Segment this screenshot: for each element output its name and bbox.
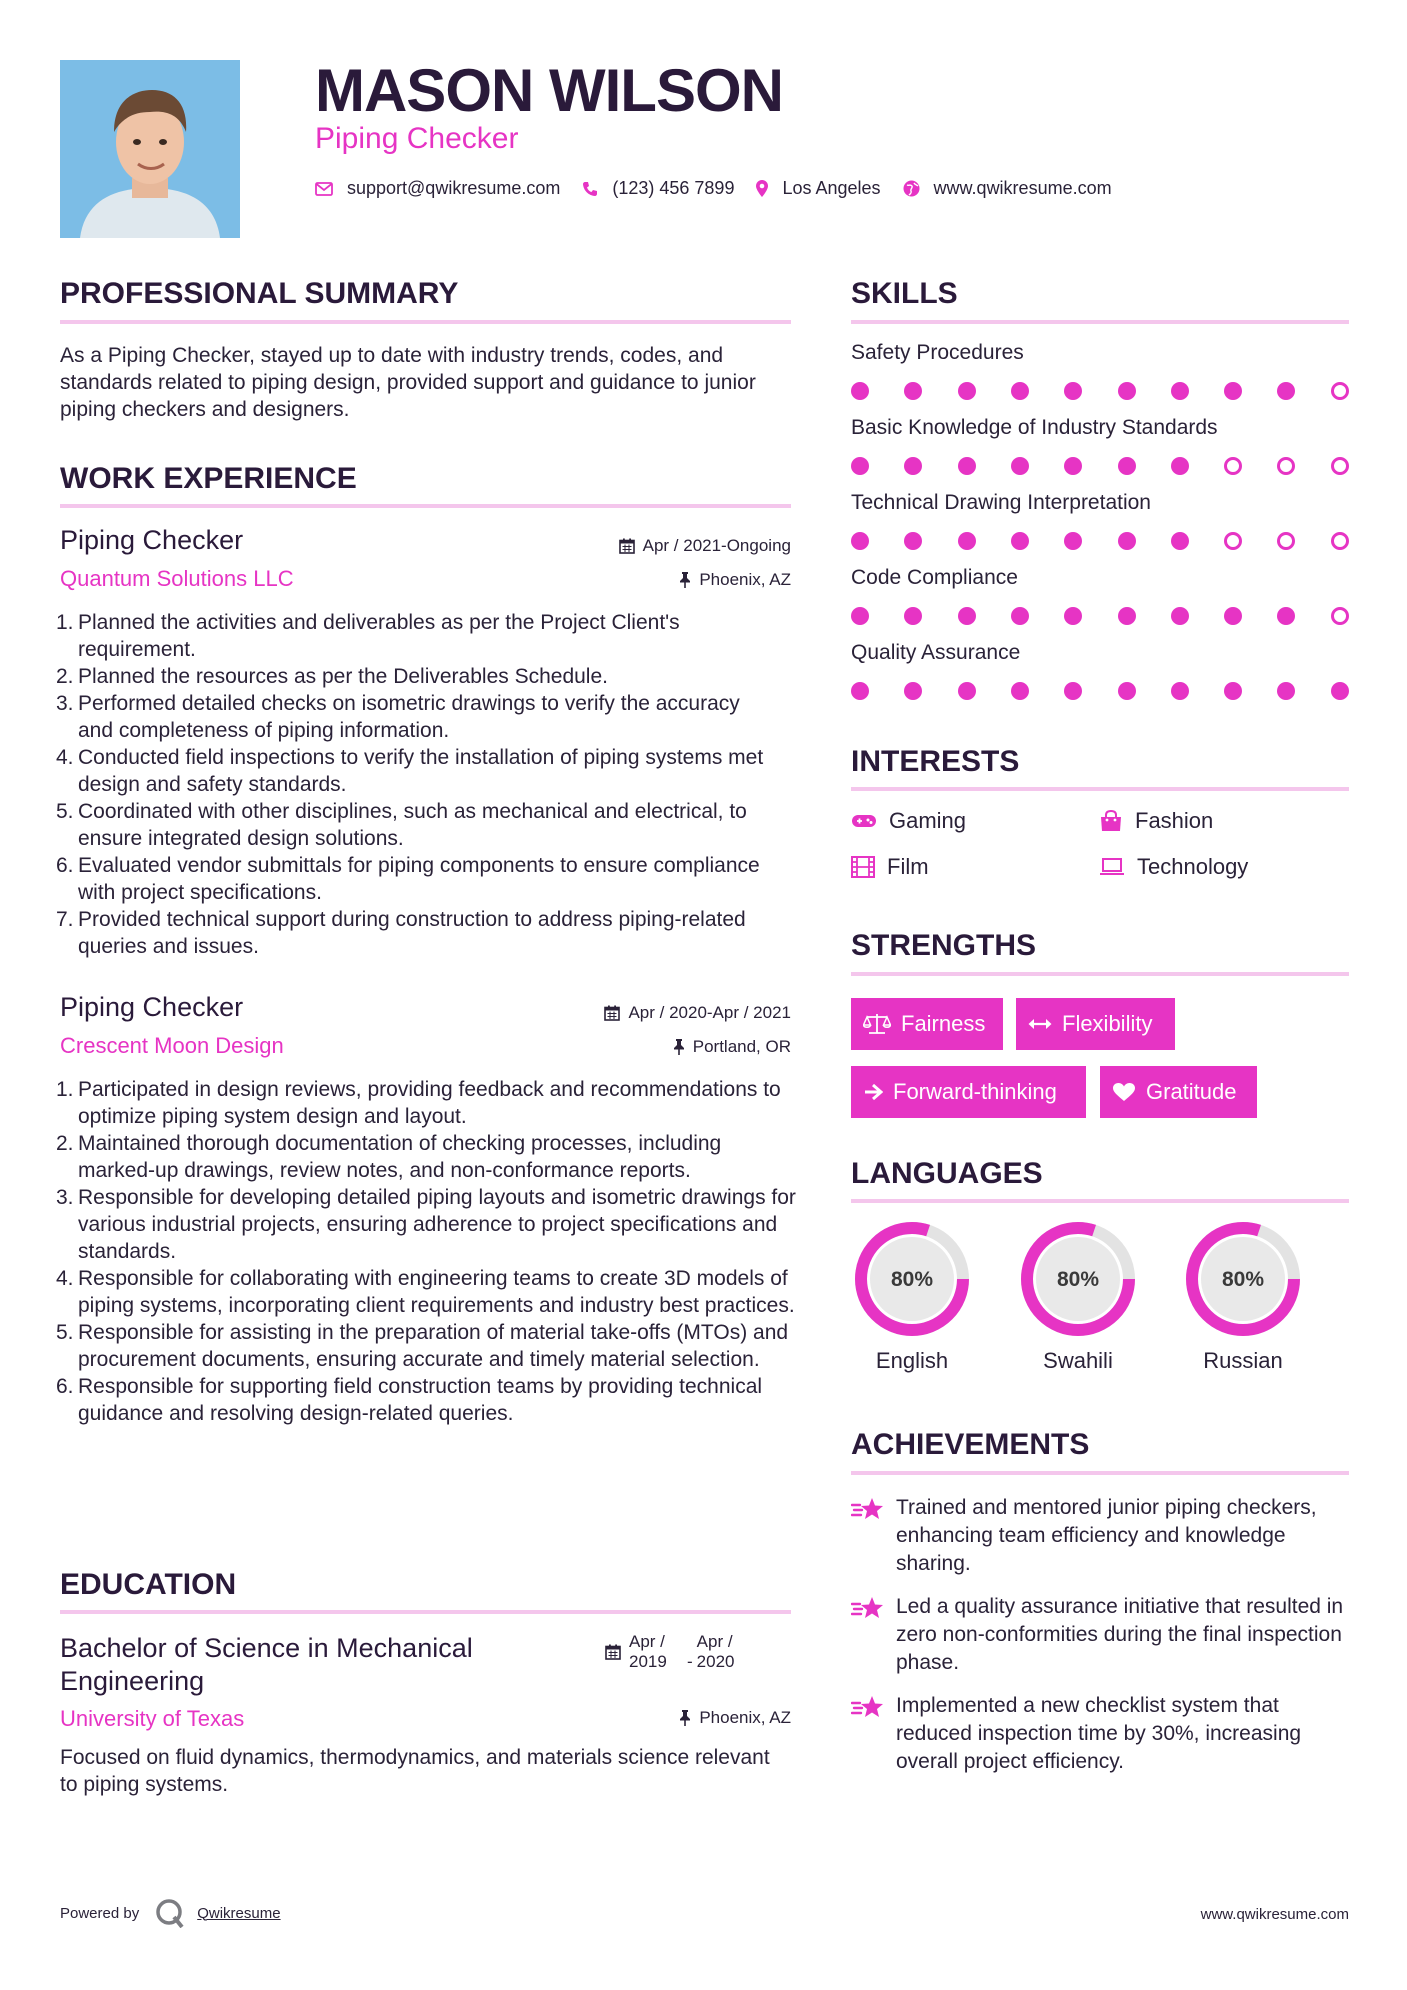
rating-dot-filled	[1011, 682, 1029, 700]
rating-dot-filled	[904, 532, 922, 550]
education-rule	[60, 1610, 791, 1614]
laptop-icon	[1099, 858, 1125, 876]
calendar-icon	[605, 1644, 621, 1660]
rating-dot-filled	[958, 382, 976, 400]
achievements-rule	[851, 1471, 1349, 1475]
skills-rule	[851, 320, 1349, 324]
rating-dot-filled	[904, 682, 922, 700]
shooting-star-icon	[851, 1593, 896, 1677]
rating-dot-filled	[851, 682, 869, 700]
interest-label: Gaming	[889, 808, 967, 833]
rating-dot-filled	[1331, 682, 1349, 700]
rating-dot-empty	[1331, 457, 1349, 475]
skill-name: Technical Drawing Interpretation	[851, 491, 1151, 514]
candidate-title: Piping Checker	[315, 122, 519, 155]
film-icon	[851, 856, 875, 878]
education-heading: EDUCATION	[60, 1568, 237, 1601]
rating-dot-empty	[1224, 457, 1242, 475]
duty-text: Responsible for supporting field construction teams by providing technical guidance and resolving design-related queries.	[78, 1375, 763, 1425]
duty-number: 1.	[56, 611, 74, 634]
interest-film	[851, 854, 929, 880]
shopping-bag-icon	[1099, 810, 1123, 832]
duty-number: 6.	[56, 854, 74, 877]
skills-heading: SKILLS	[851, 277, 958, 310]
rating-dot-filled	[1011, 457, 1029, 475]
duty-number: 5.	[56, 800, 74, 823]
strength-forward-thinking	[851, 1066, 1086, 1118]
rating-dot-filled	[904, 457, 922, 475]
strengths-heading: STRENGTHS	[851, 929, 1037, 962]
skill-rating	[851, 532, 1349, 552]
job-1-location	[679, 570, 791, 590]
pushpin-icon	[673, 1039, 685, 1055]
rating-dot-filled	[1064, 382, 1082, 400]
duty-item	[56, 609, 780, 663]
achievement-item	[851, 1692, 1351, 1776]
calendar-icon	[604, 1005, 620, 1021]
job-1-date-text: Apr / 2021-Ongoing	[642, 536, 791, 555]
job-1-title: Piping Checker	[60, 525, 244, 555]
job-2-location	[673, 1037, 791, 1057]
contact-location	[756, 178, 880, 199]
rating-dot-filled	[851, 607, 869, 625]
education-date-sep: -	[687, 1652, 693, 1671]
job-1-date	[619, 536, 791, 556]
language-item	[851, 1218, 973, 1374]
rating-dot-filled	[1277, 382, 1295, 400]
duty-item	[56, 1319, 800, 1373]
duty-number: 2.	[56, 665, 74, 688]
shooting-star-icon	[851, 1692, 896, 1776]
candidate-name: MASON WILSON	[315, 57, 783, 124]
summary-heading: PROFESSIONAL SUMMARY	[60, 277, 459, 310]
job-2-company: Crescent Moon Design	[60, 1033, 284, 1058]
rating-dot-filled	[851, 382, 869, 400]
skill-name: Safety Procedures	[851, 341, 1024, 364]
language-name: Russian	[1203, 1348, 1283, 1373]
duty-number: 6.	[56, 1375, 74, 1398]
rating-dot-filled	[1224, 607, 1242, 625]
interest-label: Film	[887, 854, 929, 879]
rating-dot-filled	[1118, 457, 1136, 475]
interests-heading: INTERESTS	[851, 745, 1020, 778]
duty-number: 4.	[56, 746, 74, 769]
languages-heading: LANGUAGES	[851, 1157, 1043, 1190]
phone-icon	[582, 181, 598, 197]
interests-rule	[851, 787, 1349, 791]
pushpin-icon	[679, 572, 691, 588]
duty-item	[56, 798, 780, 852]
rating-dot-filled	[1011, 382, 1029, 400]
duty-text: Responsible for developing detailed piping layouts and isometric drawings for various industrial projects, ensuring adherence to project specifications and standards.	[78, 1186, 796, 1263]
language-percent: 80%	[1056, 1268, 1100, 1291]
rating-dot-filled	[1171, 532, 1189, 550]
strength-label: Gratitude	[1146, 1079, 1237, 1104]
education-school: University of Texas	[60, 1706, 245, 1731]
education-date	[605, 1632, 751, 1672]
duty-item	[56, 1076, 800, 1130]
arrows-horizontal-icon	[1028, 1018, 1052, 1030]
calendar-icon	[619, 538, 635, 554]
education-description: Focused on fluid dynamics, thermodynamics, and materials science relevant to piping systems.	[60, 1746, 770, 1796]
education-location-text: Phoenix, AZ	[699, 1708, 791, 1727]
strengths-rule	[851, 972, 1349, 976]
rating-dot-filled	[904, 607, 922, 625]
arrow-right-icon	[863, 1083, 883, 1101]
duty-text: Performed detailed checks on isometric drawings to verify the accuracy and completeness of piping information.	[78, 692, 740, 742]
interest-fashion	[1099, 808, 1213, 834]
interest-gaming	[851, 808, 966, 834]
duty-text: Responsible for collaborating with engineering teams to create 3D models of piping systems, incorporating client requirements and industry best practices.	[78, 1267, 795, 1317]
language-ring	[1182, 1218, 1304, 1340]
map-pin-icon	[756, 180, 768, 197]
rating-dot-filled	[1224, 382, 1242, 400]
duty-item	[56, 690, 780, 744]
language-percent: 80%	[890, 1268, 934, 1291]
education-degree: Bachelor of Science in Mechanical Engineering	[60, 1633, 473, 1696]
rating-dot-filled	[1011, 607, 1029, 625]
strength-label: Flexibility	[1062, 1011, 1153, 1036]
rating-dot-filled	[1064, 682, 1082, 700]
duty-number: 3.	[56, 1186, 74, 1209]
pushpin-icon	[679, 1710, 691, 1726]
language-ring	[1017, 1218, 1139, 1340]
duty-text: Responsible for assisting in the preparation of material take-offs (MTOs) and procurement documents, ensuring accurate and timely material selection.	[78, 1321, 789, 1371]
rating-dot-empty	[1224, 532, 1242, 550]
strength-fairness	[851, 998, 1003, 1050]
rating-dot-filled	[851, 457, 869, 475]
skill-rating	[851, 682, 1349, 702]
gamepad-icon	[851, 813, 877, 829]
achievement-item	[851, 1494, 1351, 1578]
email-text: support@qwikresume.com	[347, 178, 561, 198]
globe-icon	[903, 180, 920, 197]
rating-dot-filled	[958, 682, 976, 700]
duty-number: 4.	[56, 1267, 74, 1290]
contact-phone[interactable]	[582, 178, 734, 199]
job-2-date-text: Apr / 2020-Apr / 2021	[628, 1003, 791, 1022]
duty-item	[56, 906, 780, 960]
duty-text: Provided technical support during construction to address piping-related queries and issues.	[78, 908, 746, 958]
duty-text: Planned the activities and deliverables as per the Project Client's requirement.	[78, 611, 680, 661]
interest-label: Technology	[1137, 854, 1249, 879]
strength-label: Forward-thinking	[893, 1079, 1057, 1104]
footer-powered-by	[60, 1898, 281, 1928]
rating-dot-empty	[1277, 532, 1295, 550]
duty-item	[56, 1130, 800, 1184]
rating-dot-filled	[958, 457, 976, 475]
rating-dot-filled	[958, 532, 976, 550]
skill-name: Quality Assurance	[851, 641, 1021, 664]
qwikresume-logo-icon	[155, 1898, 185, 1928]
contact-website[interactable]	[903, 178, 1112, 199]
duty-text: Coordinated with other disciplines, such as mechanical and electrical, to ensure integrated design solutions.	[78, 800, 747, 850]
education-location	[679, 1708, 791, 1728]
duty-item	[56, 1373, 800, 1427]
achievements-heading: ACHIEVEMENTS	[851, 1428, 1090, 1461]
strength-gratitude	[1100, 1066, 1257, 1118]
duty-item	[56, 852, 780, 906]
rating-dot-filled	[1118, 607, 1136, 625]
contact-email[interactable]	[315, 178, 560, 199]
job-2-location-text: Portland, OR	[692, 1037, 791, 1056]
rating-dot-filled	[1171, 382, 1189, 400]
duty-text: Conducted field inspections to verify the installation of piping systems met design and safety standards.	[78, 746, 764, 796]
job-1-location-text: Phoenix, AZ	[699, 570, 791, 589]
rating-dot-filled	[958, 607, 976, 625]
education-date-start: Apr / 2019	[629, 1632, 667, 1671]
languages-rule	[851, 1199, 1349, 1203]
rating-dot-filled	[851, 532, 869, 550]
duty-text: Participated in design reviews, providing feedback and recommendations to optimize piping system design and layout.	[78, 1078, 781, 1128]
duty-number: 7.	[56, 908, 74, 931]
rating-dot-filled	[1011, 532, 1029, 550]
achievement-item	[851, 1593, 1351, 1677]
rating-dot-filled	[1171, 682, 1189, 700]
rating-dot-empty	[1331, 382, 1349, 400]
experience-heading: WORK EXPERIENCE	[60, 462, 357, 495]
job-2-duties	[56, 1076, 800, 1427]
achievement-text: Implemented a new checklist system that reduced inspection time by 30%, increasing overall project efficiency.	[896, 1694, 1302, 1773]
job-1-company: Quantum Solutions LLC	[60, 566, 294, 591]
skill-rating	[851, 457, 1349, 477]
location-text: Los Angeles	[782, 178, 881, 198]
profile-photo	[60, 60, 240, 238]
heart-icon	[1112, 1082, 1136, 1102]
strength-flexibility	[1016, 998, 1175, 1050]
rating-dot-filled	[1064, 532, 1082, 550]
duty-text: Evaluated vendor submittals for piping components to ensure compliance with project specifications.	[78, 854, 760, 904]
rating-dot-filled	[1118, 382, 1136, 400]
powered-by-text: Powered by	[60, 1904, 140, 1922]
rating-dot-empty	[1331, 607, 1349, 625]
experience-rule	[60, 504, 791, 508]
rating-dot-filled	[1118, 682, 1136, 700]
website-text: www.qwikresume.com	[933, 178, 1112, 198]
summary-text: As a Piping Checker, stayed up to date with industry trends, codes, and standards related to piping design, provided support and guidance to junior piping checkers and designers.	[60, 344, 756, 421]
contact-bar	[315, 178, 1134, 199]
language-item	[1017, 1218, 1139, 1374]
qwikresume-link[interactable]: Qwikresume	[197, 1904, 281, 1922]
language-percent: 80%	[1221, 1268, 1265, 1291]
language-ring	[851, 1218, 973, 1340]
skill-name: Code Compliance	[851, 566, 1018, 589]
job-2-title: Piping Checker	[60, 992, 244, 1022]
footer-url[interactable]: www.qwikresume.com	[1200, 1906, 1349, 1923]
skill-rating	[851, 382, 1349, 402]
rating-dot-empty	[1277, 457, 1295, 475]
phone-text: (123) 456 7899	[612, 178, 735, 198]
achievement-text: Led a quality assurance initiative that resulted in zero non-conformities during the final inspection phase.	[896, 1595, 1344, 1674]
shooting-star-icon	[851, 1494, 896, 1578]
balance-scale-icon	[863, 1013, 891, 1035]
rating-dot-filled	[1118, 532, 1136, 550]
rating-dot-filled	[904, 382, 922, 400]
duty-number: 1.	[56, 1078, 74, 1101]
skill-rating	[851, 607, 1349, 627]
strength-label: Fairness	[901, 1011, 986, 1036]
job-2-date	[604, 1003, 791, 1023]
summary-rule	[60, 320, 791, 324]
rating-dot-filled	[1171, 607, 1189, 625]
duty-item	[56, 1184, 800, 1265]
job-1-duties	[56, 609, 780, 960]
skill-name: Basic Knowledge of Industry Standards	[851, 416, 1218, 439]
duty-number: 2.	[56, 1132, 74, 1155]
interest-label: Fashion	[1135, 808, 1214, 833]
interest-technology	[1099, 854, 1248, 880]
achievement-text: Trained and mentored junior piping checkers, enhancing team efficiency and knowledge sharing.	[896, 1496, 1317, 1575]
rating-dot-filled	[1224, 682, 1242, 700]
language-name: English	[875, 1348, 949, 1373]
duty-item	[56, 744, 780, 798]
rating-dot-filled	[1064, 607, 1082, 625]
rating-dot-filled	[1171, 457, 1189, 475]
duty-item	[56, 1265, 800, 1319]
duty-item	[56, 663, 780, 690]
rating-dot-empty	[1331, 532, 1349, 550]
envelope-icon	[315, 182, 333, 196]
rating-dot-filled	[1064, 457, 1082, 475]
language-name: Swahili	[1043, 1348, 1113, 1373]
duty-number: 3.	[56, 692, 74, 715]
duty-text: Planned the resources as per the Deliverables Schedule.	[78, 665, 608, 688]
duty-text: Maintained thorough documentation of checking processes, including marked-up drawings, review notes, and non-conformance reports.	[78, 1132, 722, 1182]
education-date-end: Apr / 2020	[696, 1632, 735, 1671]
duty-number: 5.	[56, 1321, 74, 1344]
rating-dot-filled	[1277, 607, 1295, 625]
language-item	[1182, 1218, 1304, 1374]
rating-dot-filled	[1277, 682, 1295, 700]
